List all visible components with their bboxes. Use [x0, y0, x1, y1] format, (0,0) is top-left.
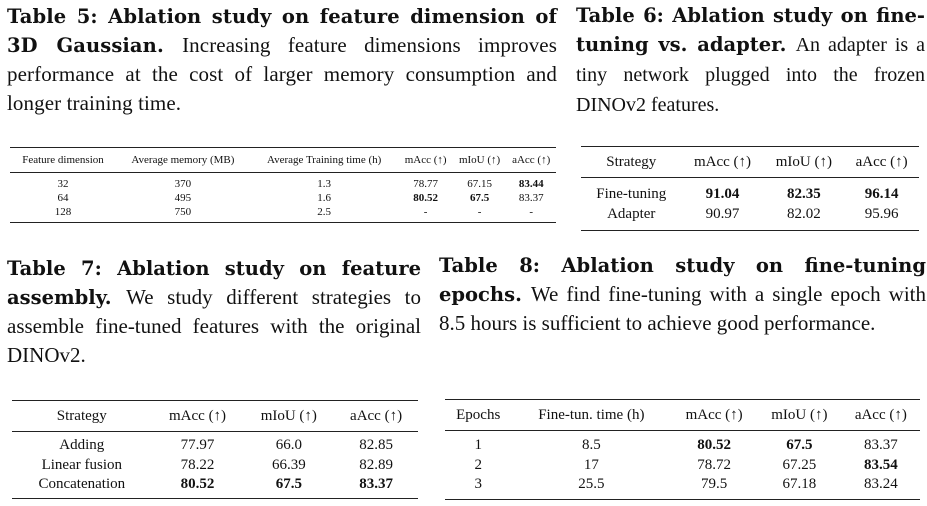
table7-header: mIoU (↑) [244, 401, 335, 432]
table5-caption-label: Table 5: Ablation study on feature dimension of 3D Gaussian. [7, 5, 557, 57]
table-cell: 8.5 [581, 437, 601, 454]
table5-header: mAcc (↑) [398, 148, 452, 173]
table7-caption-label: Table 7: Ablation study on feature assembly. [7, 257, 421, 309]
table5-header: Feature dimension [10, 148, 116, 173]
table5-header-row [10, 148, 556, 173]
table6-caption-label: Table 6: Ablation study on fine-tuning vs. adapter. [576, 4, 925, 56]
table-cell: 750 [174, 206, 192, 218]
table-cell: Concatenation [38, 476, 126, 493]
table-row [12, 432, 418, 456]
table-cell: 82.89 [359, 456, 393, 473]
table-cell: 82.02 [786, 205, 821, 222]
table-cell: 67.15 [467, 178, 492, 190]
table-cell: - [477, 206, 482, 218]
table-row [12, 475, 418, 498]
table5-header: mIoU (↑) [453, 148, 507, 173]
table8-header: Epochs [445, 400, 511, 431]
table-cell: 2.5 [317, 206, 332, 218]
table-cell: 1.6 [317, 192, 332, 204]
table7 [12, 400, 418, 499]
table6-header: mIoU (↑) [763, 147, 844, 178]
table-cell: 32 [57, 178, 69, 190]
table-cell: 82.85 [359, 437, 393, 454]
table6-header: mAcc (↑) [682, 147, 764, 178]
table-cell: 67.18 [782, 476, 817, 493]
table-row [445, 431, 920, 456]
table-row [10, 191, 556, 205]
table8-header: mIoU (↑) [757, 400, 842, 431]
table-cell-best: 80.52 [697, 437, 732, 454]
table8-header: Fine-tun. time (h) [511, 400, 671, 431]
table7-header: aAcc (↑) [334, 401, 418, 432]
table-cell-best: 83.54 [863, 456, 898, 473]
table-row [12, 456, 418, 476]
table-cell-best: 67.5 [469, 192, 490, 204]
table-cell: 2 [474, 456, 482, 473]
table6-caption-body: An adapter is a tiny network plugged into the frozen DINOv2 features. [576, 34, 926, 116]
table8-caption-label: Table 8: Ablation study on fine-tuning epochs. [439, 254, 926, 306]
table5-header: aAcc (↑) [506, 148, 556, 173]
table-cell-best: 83.44 [518, 178, 544, 190]
table6-caption [576, 1, 925, 120]
table-cell: 370 [174, 178, 192, 190]
table-row [581, 204, 919, 231]
table-cell: 78.72 [697, 456, 732, 473]
table-cell: 83.37 [518, 192, 544, 204]
table-cell: 495 [174, 192, 192, 204]
table-row [581, 178, 919, 205]
table-cell-best: 83.37 [359, 476, 393, 493]
table-cell: Adding [59, 437, 105, 454]
table-row [10, 173, 556, 192]
table-cell-best: 96.14 [864, 185, 899, 202]
table8-caption [439, 251, 926, 338]
table-row [445, 475, 920, 499]
table6-header: Strategy [581, 147, 682, 178]
table-cell: Linear fusion [41, 456, 122, 473]
table-cell: 25.5 [578, 476, 605, 493]
table-cell: 95.96 [864, 205, 899, 222]
table7-caption-body: We study different strategies to assemble fine-tuned features with the original DINOv2. [7, 285, 421, 367]
table-cell: 83.37 [863, 437, 898, 454]
table-cell: 66.0 [275, 437, 302, 454]
table8-header-row [445, 400, 920, 431]
table-cell: 79.5 [701, 476, 728, 493]
table5-header: Average memory (MB) [116, 148, 250, 173]
table-cell: Fine-tuning [596, 185, 667, 202]
table5-caption [7, 2, 557, 118]
table-row [445, 456, 920, 476]
table8 [445, 399, 920, 500]
table7-header: Strategy [12, 401, 152, 432]
table8-header: aAcc (↑) [842, 400, 920, 431]
table6-header-row [581, 147, 919, 178]
table-cell: 1.3 [317, 178, 332, 190]
table-cell: 128 [54, 206, 72, 218]
table-cell-best: 80.52 [180, 476, 215, 493]
table-cell: 78.22 [180, 456, 215, 473]
table5 [10, 147, 556, 223]
table-cell: 1 [474, 437, 482, 454]
table7-header-row [12, 401, 418, 432]
table-cell: 77.97 [180, 437, 215, 454]
table6 [581, 146, 919, 231]
table-cell: 90.97 [705, 205, 740, 222]
table-cell-best: 80.52 [413, 192, 438, 204]
table-cell: 66.39 [271, 456, 306, 473]
table-cell-best: 82.35 [786, 185, 821, 202]
table-cell-best: 67.5 [275, 476, 302, 493]
table6-header: aAcc (↑) [844, 147, 919, 178]
table-cell-best: 67.5 [786, 437, 813, 454]
table-cell-best: 91.04 [705, 185, 740, 202]
table-cell: 17 [583, 456, 599, 473]
table5-caption-body: Increasing feature dimensions improves performance at the cost of larger memory consumption and longer training time. [7, 33, 557, 115]
table-cell: 83.24 [863, 476, 898, 493]
table-cell: 3 [474, 476, 482, 493]
table-cell: - [423, 206, 428, 218]
table-row [10, 205, 556, 223]
table-cell: Adapter [607, 205, 656, 222]
table-cell: 67.25 [782, 456, 817, 473]
table-cell: 64 [57, 192, 69, 204]
table-cell: - [529, 206, 534, 218]
table8-caption-body: We find fine-tuning with a single epoch with 8.5 hours is sufficient to achieve good performance. [439, 282, 926, 335]
table7-header: mAcc (↑) [152, 401, 244, 432]
table8-header: mAcc (↑) [671, 400, 757, 431]
table5-header: Average Training time (h) [250, 148, 399, 173]
table-cell: 78.77 [413, 178, 438, 190]
table7-caption [7, 254, 421, 370]
